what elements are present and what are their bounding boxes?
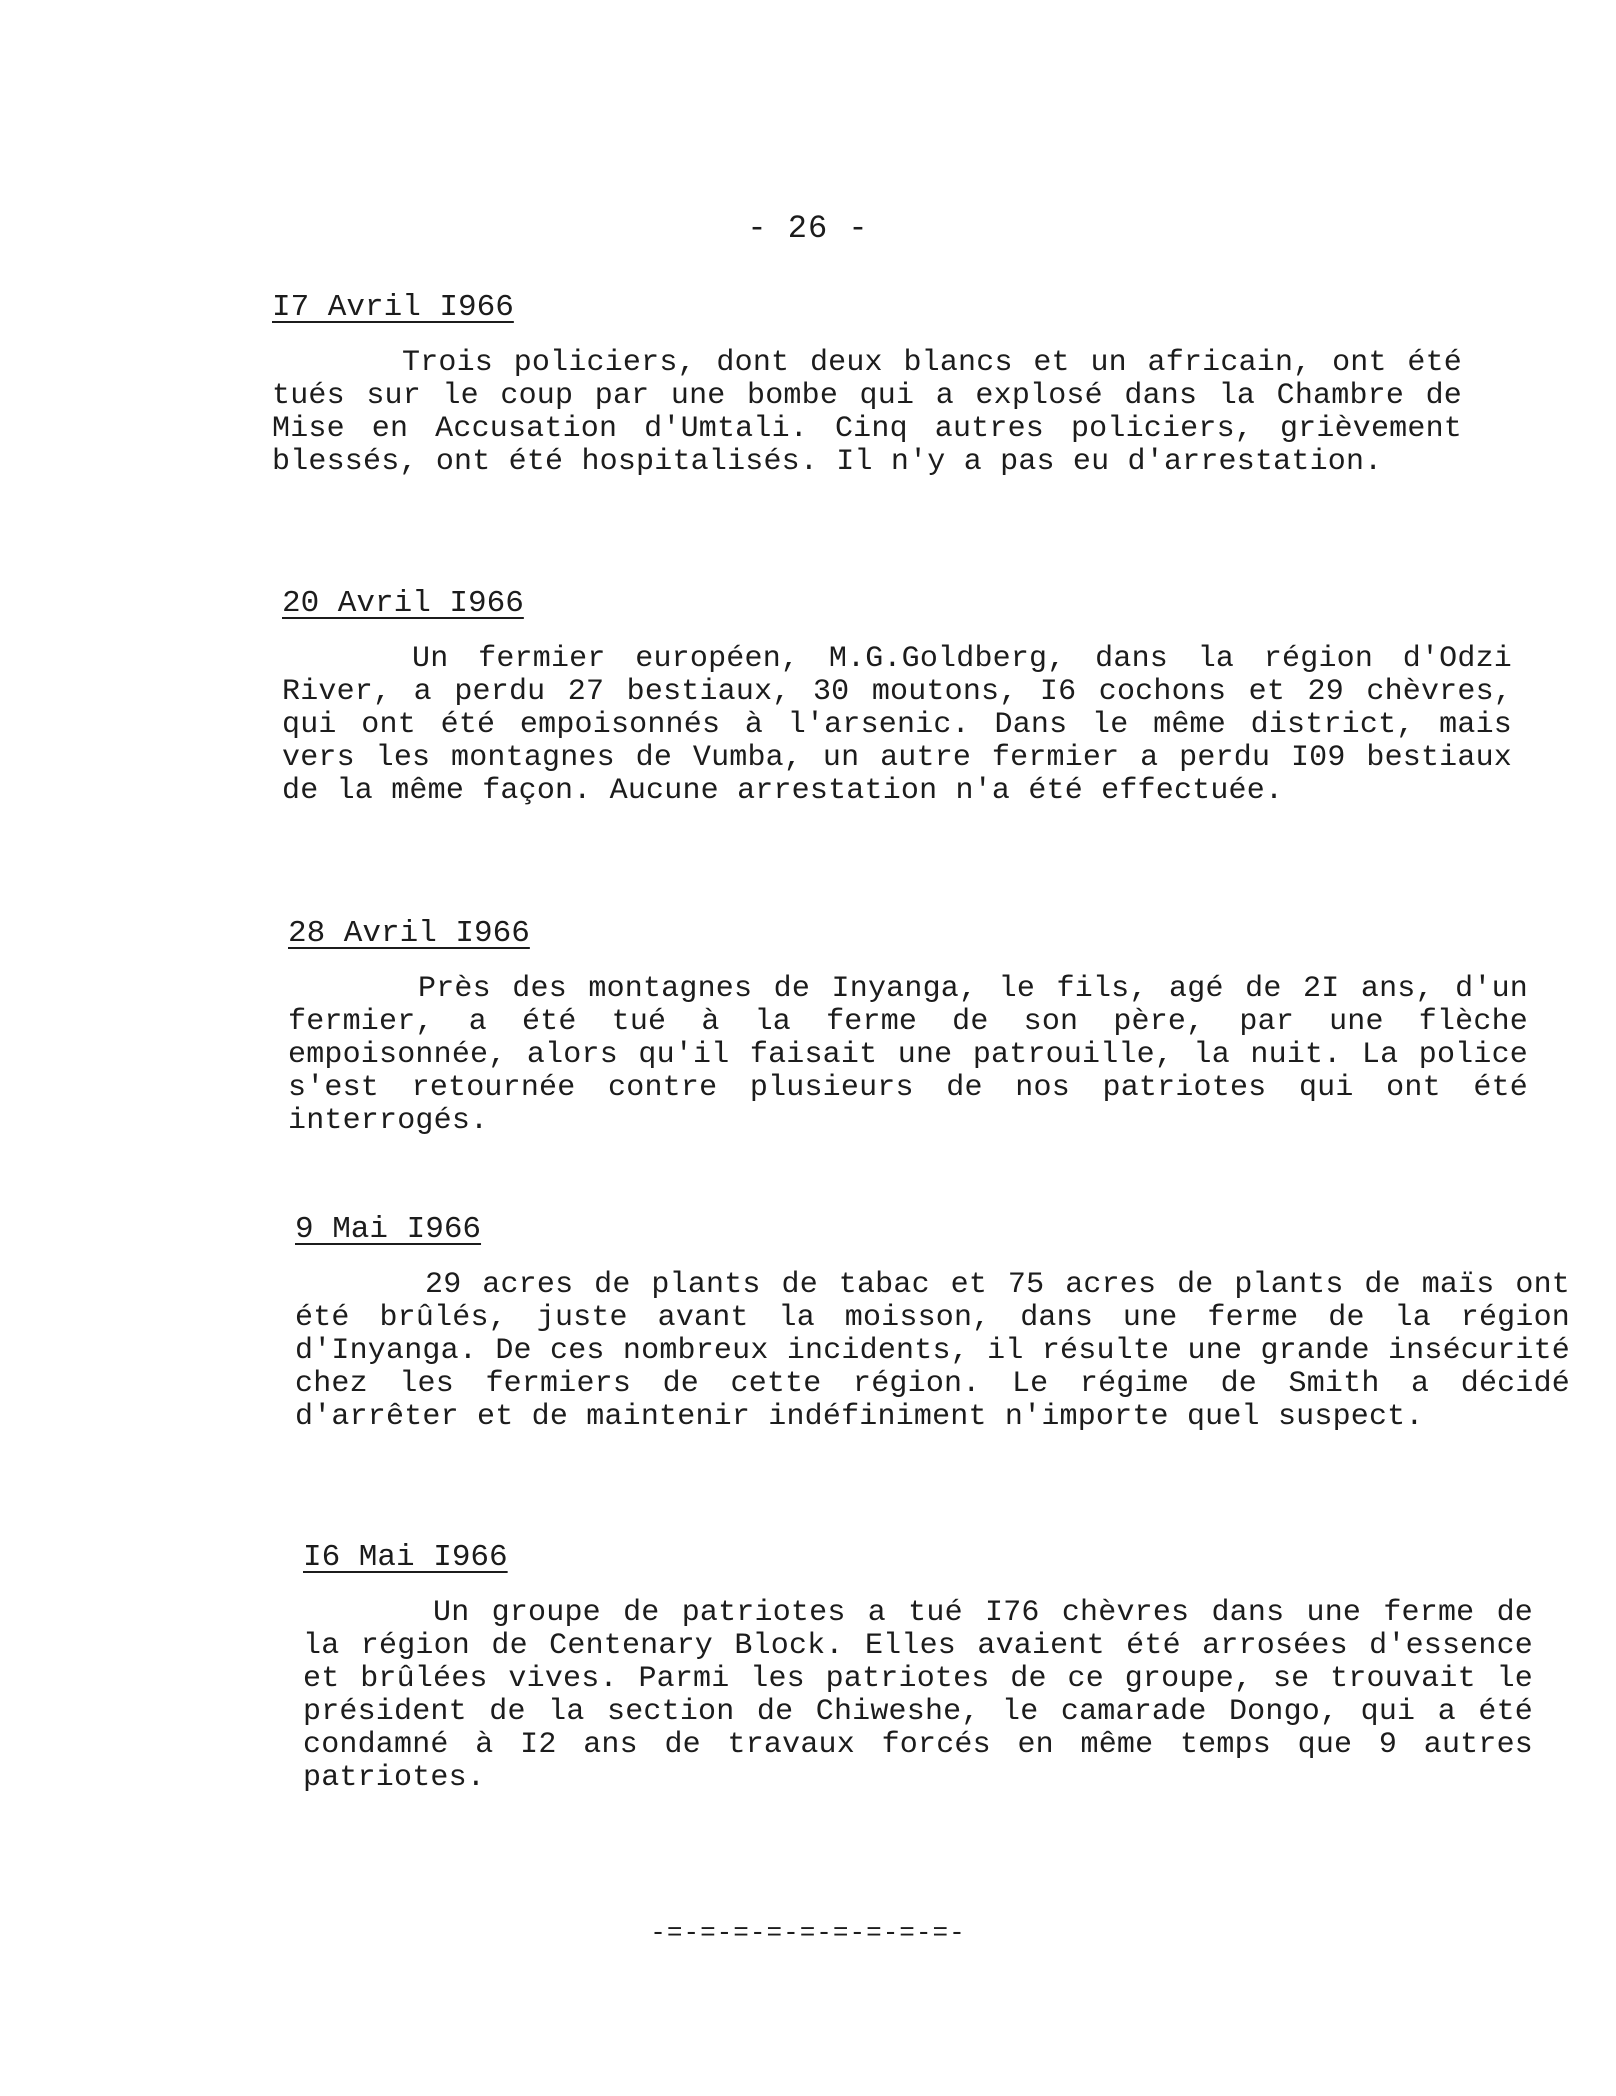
entry-date: I6 Mai I966	[303, 1540, 508, 1575]
entry-date: 9 Mai I966	[295, 1212, 482, 1247]
entry-28-avril	[288, 916, 1528, 1138]
entry-text: 29 acres de plants de tabac et 75 acres de plants de maïs ont été brûlés, juste avant la moisson, dans une ferme de la région d'Inyanga. De ces nombreux incidents, il résulte une grande insécurité chez les fermiers de cette région. Le régime de Smith a décidé d'arrêter et de maintenir indéfiniment n'importe quel suspect.	[295, 1268, 1570, 1434]
entry-20-avril	[282, 586, 1512, 808]
entry-date: 28 Avril I966	[288, 916, 530, 951]
page-number: - 26 -	[747, 210, 869, 247]
entry-text: Un fermier européen, M.G.Goldberg, dans la région d'Odzi River, a perdu 27 bestiaux, 30 moutons, I6 cochons et 29 chèvres, qui ont été empoisonnés à l'arsenic. Dans le même district, mais vers les montagnes de Vumba, un autre fermier a perdu I09 bestiaux de la même façon. Aucune arrestation n'a été effectuée.	[282, 642, 1512, 808]
entry-text: Trois policiers, dont deux blancs et un africain, ont été tués sur le coup par une bombe qui a explosé dans la Chambre de Mise en Accusation d'Umtali. Cinq autres policiers, grièvement blessés, ont été hospitalisés. Il n'y a pas eu d'arrestation.	[272, 346, 1462, 479]
entry-date: I7 Avril I966	[272, 290, 514, 325]
entry-text: Un groupe de patriotes a tué I76 chèvres dans une ferme de la région de Centenary Block. Elles avaient été arrosées d'essence et brûlées vives. Parmi les patriotes de ce groupe, se trouvait le président de la section de Chiweshe, le camarade Dongo, qui a été condamné à I2 ans de travaux forcés en même temps que 9 autres patriotes.	[303, 1596, 1533, 1795]
entry-16-mai	[303, 1540, 1533, 1795]
entry-date: 20 Avril I966	[282, 586, 524, 621]
entry-text: Près des montagnes de Inyanga, le fils, agé de 2I ans, d'un fermier, a été tué à la ferme de son père, par une flèche empoisonnée, alors qu'il faisait une patrouille, la nuit. La police s'est retournée contre plusieurs de nos patriotes qui ont été interrogés.	[288, 972, 1528, 1138]
end-separator: -=-=-=-=-=-=-=-=-=-	[650, 1918, 966, 1948]
entry-17-avril	[272, 290, 1462, 479]
entry-9-mai	[295, 1212, 1570, 1434]
